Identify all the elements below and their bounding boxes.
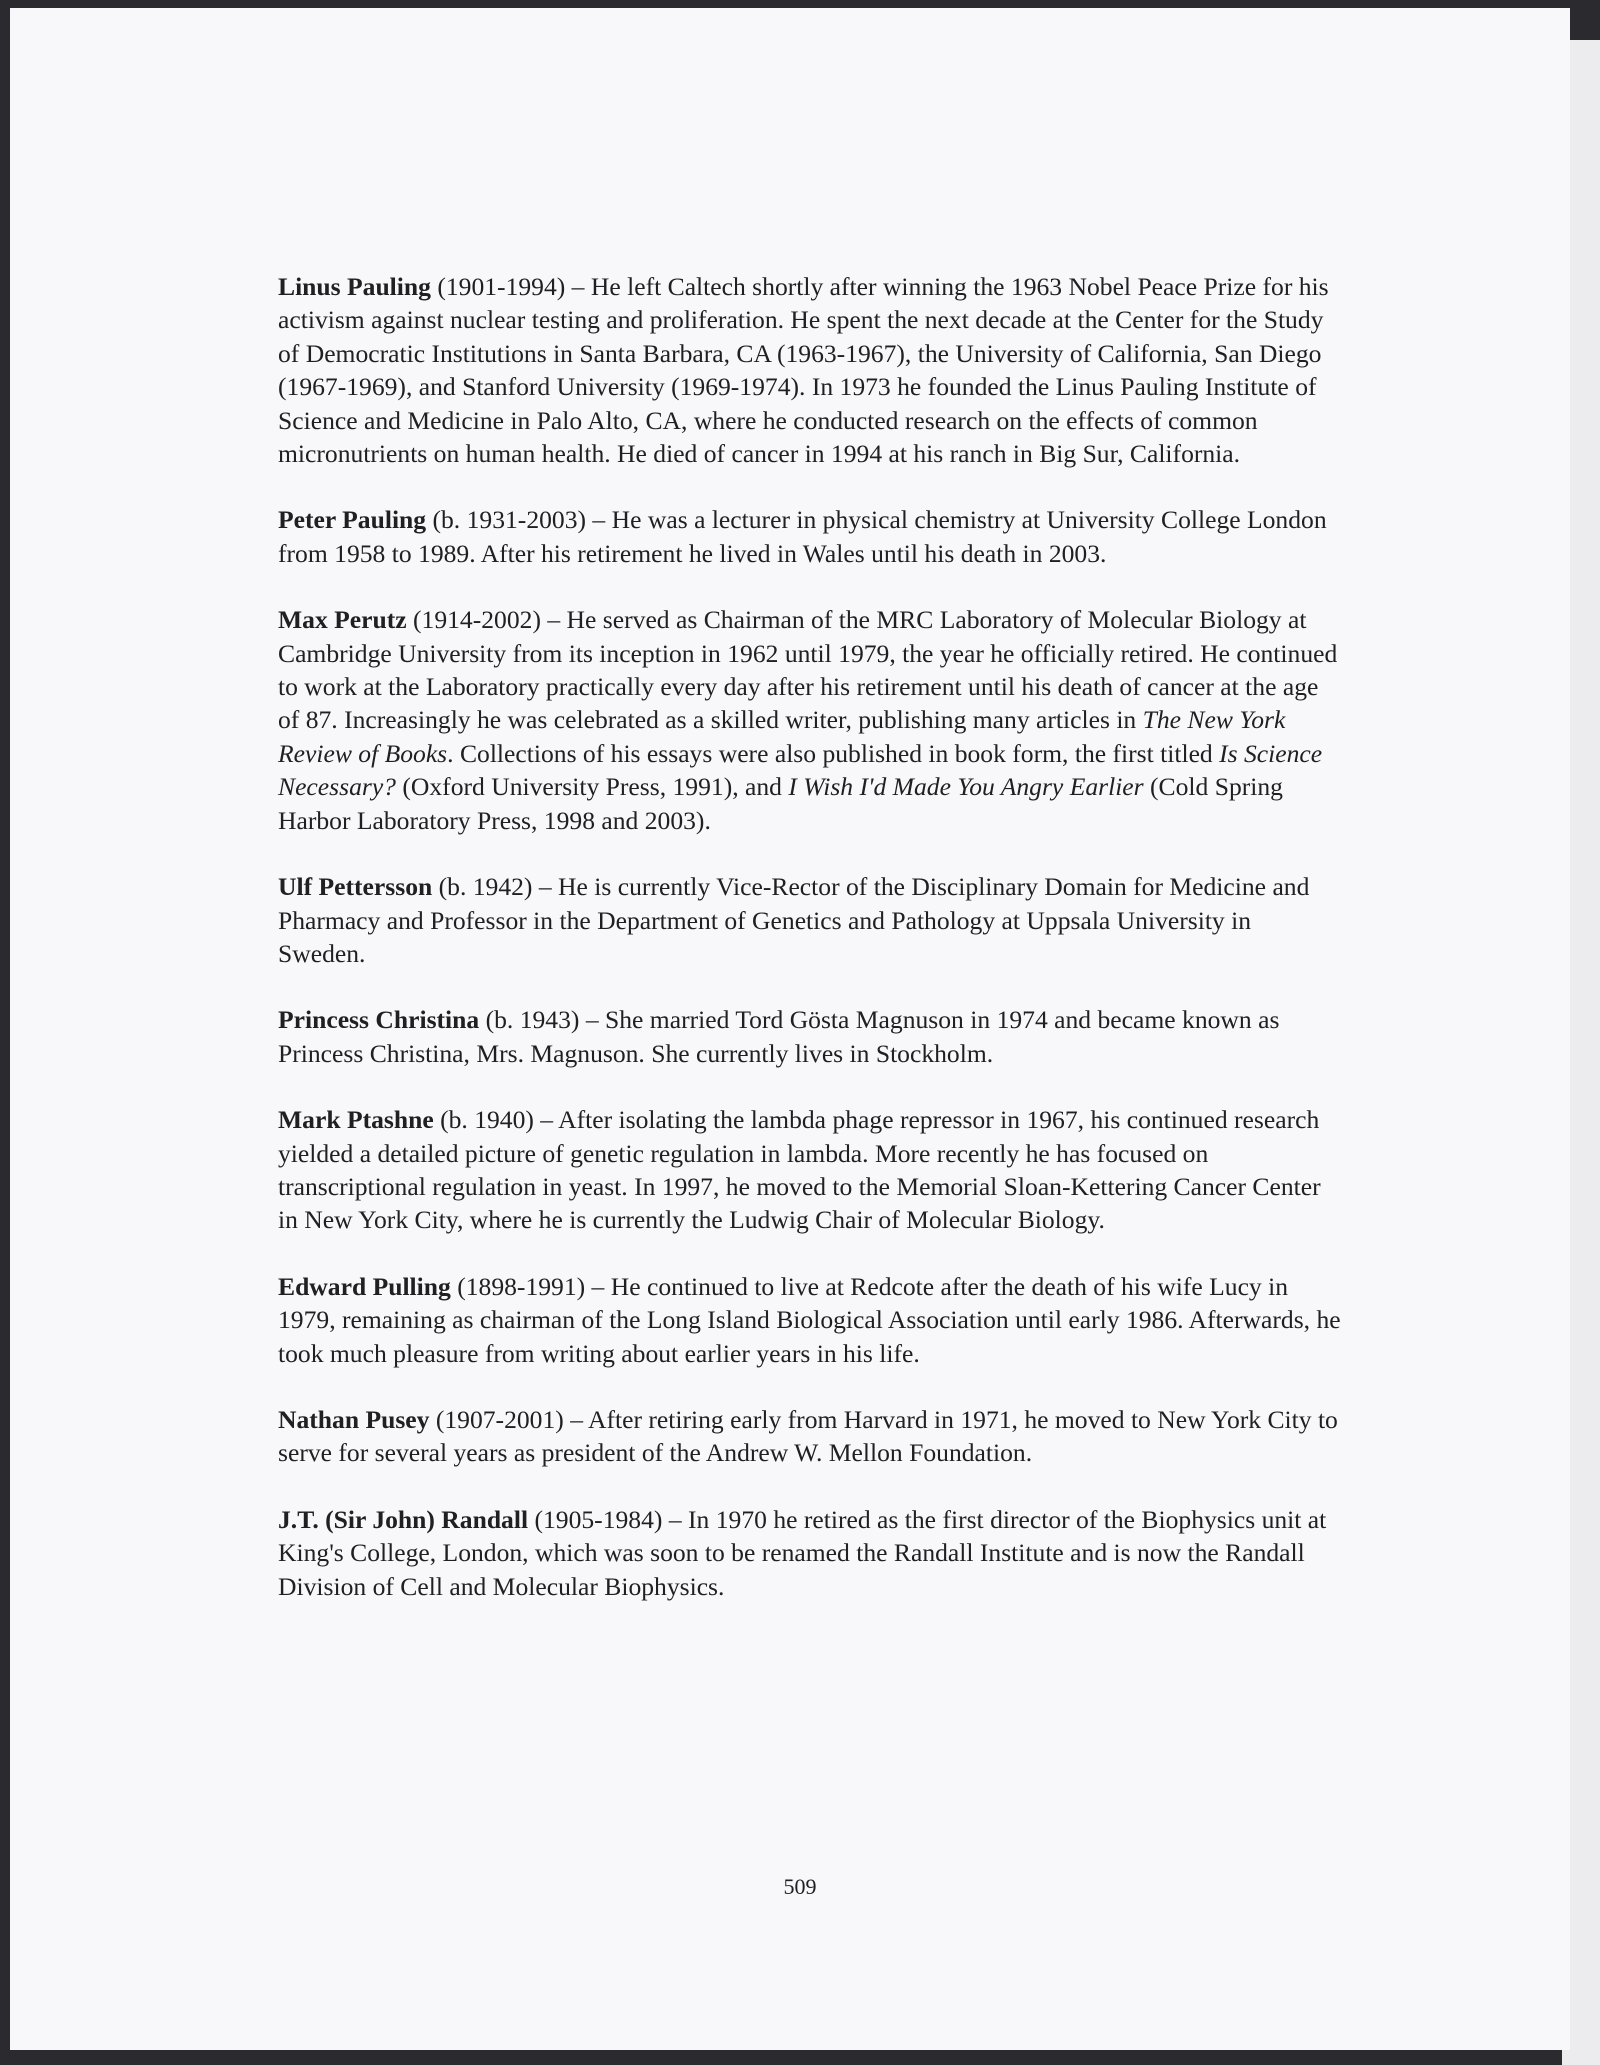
entry-name: Edward Pulling <box>278 1271 451 1301</box>
entry-max-perutz <box>278 603 1343 837</box>
page-number: 509 <box>783 1874 817 1899</box>
entry-body: . Collections of his essays were also published in book form, the first titled <box>447 738 1220 768</box>
entry-body: (Oxford University Press, 1991), and <box>395 772 789 802</box>
entry-name: Princess Christina <box>278 1005 480 1035</box>
entry-mark-ptashne <box>278 1103 1343 1237</box>
biography-list <box>278 270 1343 1636</box>
entry-edward-pulling <box>278 1270 1343 1370</box>
book-title: The New York Review of Books <box>278 705 1286 768</box>
entry-name: Mark Ptashne <box>278 1105 434 1135</box>
entry-name: Max Perutz <box>278 605 407 635</box>
entry-name: Linus Pauling <box>278 272 431 301</box>
entry-name: J.T. (Sir John) Randall <box>278 1504 529 1534</box>
entry-body: (Cold Spring Harbor Laboratory Press, 1998 and 2003). <box>278 772 1283 835</box>
entry-body: (b. 1940) – After isolating the lambda phage repressor in 1967, his continued research yielded a detailed picture of genetic regulation in lambda. More recently he has focused on transcriptional regulation in yeast. In 1997, he moved to the Memorial Sloan-Kettering Cancer Center in New York City, where he is currently the Ludwig Chair of Molecular Biology. <box>278 1105 1321 1235</box>
entry-name: Peter Pauling <box>278 505 427 535</box>
entry-ulf-pettersson <box>278 870 1343 970</box>
entry-body: (1898-1991) – He continued to live at Redcote after the death of his wife Lucy in 1979, remaining as chairman of the Long Island Biological Association until early 1986. Afterwards, he took much pleasure from writing about earlier years in his life. <box>278 1271 1341 1368</box>
entry-body: (b. 1942) – He is currently Vice-Rector of the Disciplinary Domain for Medicine and Pharmacy and Professor in the Department of Genetics and Pathology at Uppsala University in Sweden. <box>278 872 1310 968</box>
entry-body: (1907-2001) – After retiring early from Harvard in 1971, he moved to New York City to serve for several years as president of the Andrew W. Mellon Foundation. <box>278 1404 1338 1468</box>
entry-nathan-pusey <box>278 1403 1343 1470</box>
entry-name: Ulf Pettersson <box>278 872 433 902</box>
entry-name: Nathan Pusey <box>278 1404 430 1434</box>
entry-body: (b. 1931-2003) – He was a lecturer in physical chemistry at University College London from 1958 to 1989. After his retirement he lived in Wales until his death in 2003. <box>278 505 1327 568</box>
entry-princess-christina <box>278 1003 1343 1070</box>
entry-body: (b. 1943) – She married Tord Gösta Magnuson in 1974 and became known as Princess Christina, Mrs. Magnuson. She currently lives in Stockholm. <box>278 1005 1280 1068</box>
entry-body: (1901-1994) – He left Caltech shortly after winning the 1963 Nobel Peace Prize for his activism against nuclear testing and proliferation. He spent the next decade at the Center for the Study of Democratic Institutions in Santa Barbara, CA (1963-1967), the University of California, San Diego (1967-1969), and Stanford University (1969-1974). In 1973 he founded the Linus Pauling Institute of Science and Medicine in Palo Alto, CA, where he conducted research on the effects of common micronutrients on human health. He died of cancer in 1994 at his ranch in Big Sur, California. <box>278 272 1329 469</box>
entry-linus-pauling <box>278 270 1343 470</box>
entry-jt-randall <box>278 1503 1343 1603</box>
entry-body: (1905-1984) – In 1970 he retired as the first director of the Biophysics unit at King's College, London, which was soon to be renamed the Randall Institute and is now the Randall Division of Cell and Molecular Biophysics. <box>278 1504 1327 1601</box>
page <box>10 8 1570 2050</box>
entry-peter-pauling <box>278 503 1343 570</box>
book-title: I Wish I'd Made You Angry Earlier <box>788 772 1144 802</box>
entry-body: (1914-2002) – He served as Chairman of the MRC Laboratory of Molecular Biology at Cambridge University from its inception in 1962 until 1979, the year he officially retired. He continued to work at the Laboratory practically every day after his retirement until his death of cancer at the age of 87. Increasingly he was celebrated as a skilled writer, publishing many articles in <box>278 605 1338 735</box>
book-title: Is Science Necessary? <box>278 738 1323 802</box>
